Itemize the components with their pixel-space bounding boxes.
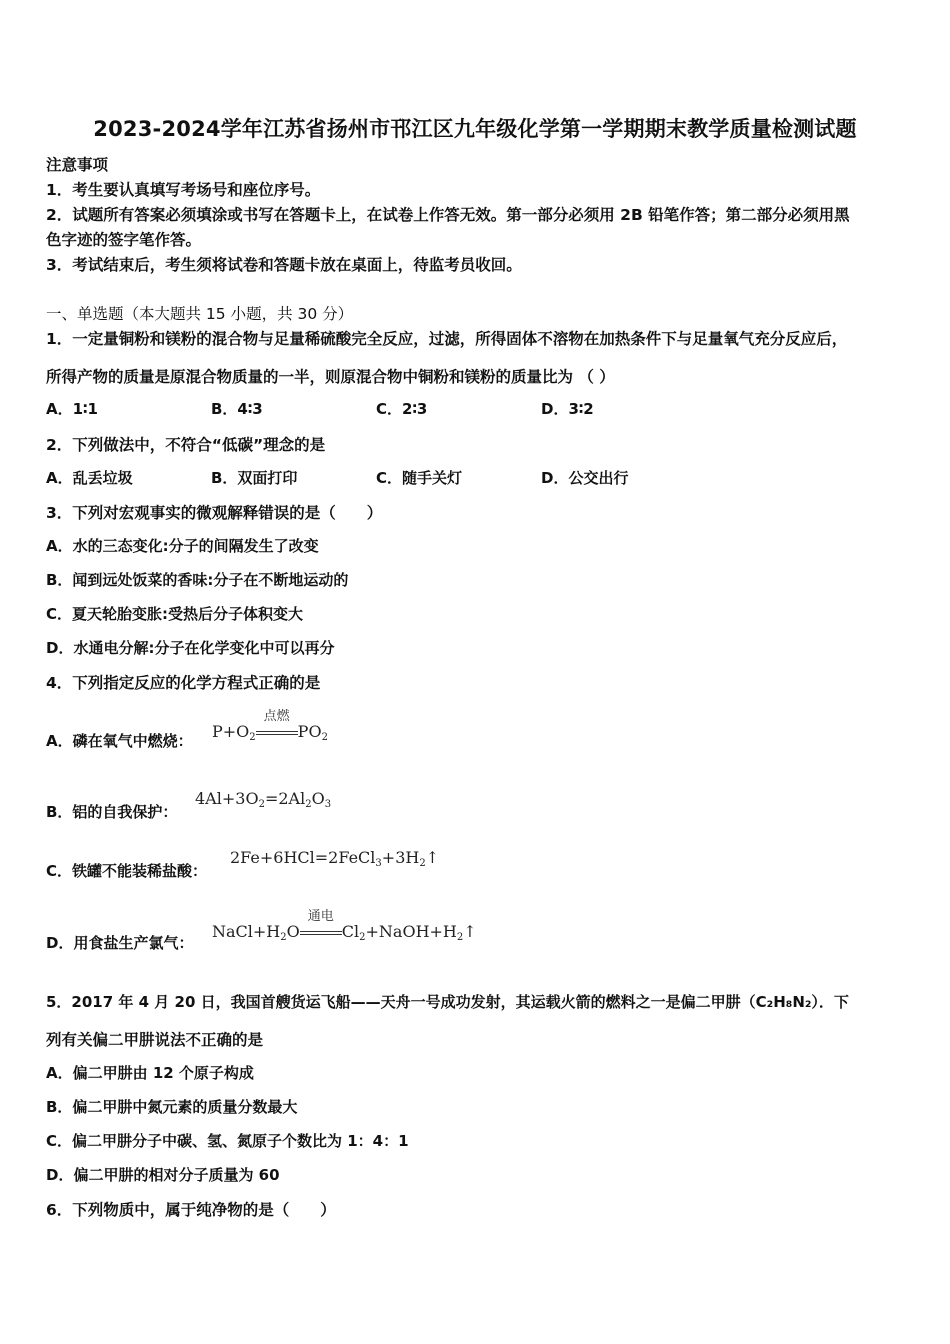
question-4-equation-b: $4Al+3O_2=2Al_2O_3$ bbox=[195, 789, 332, 810]
question-6-stem: 6．下列物质中，属于纯净物的是（ ） bbox=[46, 1201, 336, 1219]
question-1-option-d: D．3∶2 bbox=[541, 400, 594, 418]
question-3-option-a: A．水的三态变化:分子的间隔发生了改变 bbox=[46, 537, 319, 555]
notice-item-3: 3．考试结束后，考生须将试卷和答题卡放在桌面上，待监考员收回。 bbox=[46, 256, 522, 274]
notice-item-2: 2．试题所有答案必须填涂或书写在答题卡上，在试卷上作答无效。第一部分必须用 2B 铅笔作答；第二部分必须用黑 bbox=[46, 206, 850, 224]
question-4-option-a: A．磷在氧气中燃烧： bbox=[46, 732, 193, 750]
question-4-option-d: D．用食盐生产氯气： bbox=[46, 934, 194, 952]
question-1-stem-cont: 所得产物的质量是原混合物质量的一半，则原混合物中铜粉和镁粉的质量比为 （ ） bbox=[46, 368, 615, 386]
question-4-equation-d: $NaCl+H_2O$ 通电 $Cl_2+NaOH+H_2↑$ bbox=[212, 909, 477, 943]
section-heading: 一、单选题（本大题共 15 小题，共 30 分） bbox=[46, 305, 354, 323]
page-title: 2023-2024学年江苏省扬州市邗江区九年级化学第一学期期末教学质量检测试题 bbox=[93, 117, 857, 141]
question-2-option-d: D．公交出行 bbox=[541, 469, 629, 487]
question-1-option-b: B．4∶3 bbox=[211, 400, 263, 418]
question-1-option-c: C．2∶3 bbox=[376, 400, 428, 418]
question-2-option-b: B．双面打印 bbox=[211, 469, 298, 487]
question-4-option-b: B．铝的自我保护： bbox=[46, 803, 178, 821]
notice-item-2-cont: 色字迹的签字笔作答。 bbox=[46, 231, 202, 249]
question-5-option-d: D．偏二甲肼的相对分子质量为 60 bbox=[46, 1166, 280, 1184]
question-4-equation-a: $P+O_2$ 点燃 $PO_2$ bbox=[212, 709, 328, 743]
question-4-equation-c: $2Fe+6HCl=2FeCl_3+3H_2↑$ bbox=[230, 848, 440, 869]
question-2-option-a: A．乱丢垃圾 bbox=[46, 469, 133, 487]
question-4-option-c: C．铁罐不能装稀盐酸： bbox=[46, 862, 208, 880]
question-5-stem: 5．2017 年 4 月 20 日，我国首艘货运飞船——天舟一号成功发射，其运载火箭的燃料之一是偏二甲肼（C₂H₈N₂）．下 bbox=[46, 993, 849, 1011]
notice-item-1: 1．考生要认真填写考场号和座位序号。 bbox=[46, 181, 321, 199]
question-4-stem: 4．下列指定反应的化学方程式正确的是 bbox=[46, 674, 321, 692]
question-5-option-a: A．偏二甲肼由 12 个原子构成 bbox=[46, 1064, 254, 1082]
question-1-stem: 1．一定量铜粉和镁粉的混合物与足量稀硫酸完全反应，过滤，所得固体不溶物在加热条件下与足量氧气充分反应后， bbox=[46, 330, 848, 348]
question-5-option-b: B．偏二甲肼中氮元素的质量分数最大 bbox=[46, 1098, 298, 1116]
question-2-stem: 2．下列做法中，不符合“低碳”理念的是 bbox=[46, 436, 326, 454]
notice-heading: 注意事项 bbox=[46, 156, 109, 174]
question-3-option-c: C．夏天轮胎变胀:受热后分子体积变大 bbox=[46, 605, 304, 623]
question-5-stem-cont: 列有关偏二甲肼说法不正确的是 bbox=[46, 1031, 264, 1049]
question-3-option-d: D．水通电分解:分子在化学变化中可以再分 bbox=[46, 639, 335, 657]
question-3-option-b: B．闻到远处饭菜的香味:分子在不断地运动的 bbox=[46, 571, 349, 589]
question-3-stem: 3．下列对宏观事实的微观解释错误的是（ ） bbox=[46, 504, 383, 522]
question-1-option-a: A．1∶1 bbox=[46, 400, 98, 418]
question-2-option-c: C．随手关灯 bbox=[376, 469, 463, 487]
question-5-option-c: C．偏二甲肼分子中碳、氢、氮原子个数比为 1：4：1 bbox=[46, 1132, 409, 1150]
